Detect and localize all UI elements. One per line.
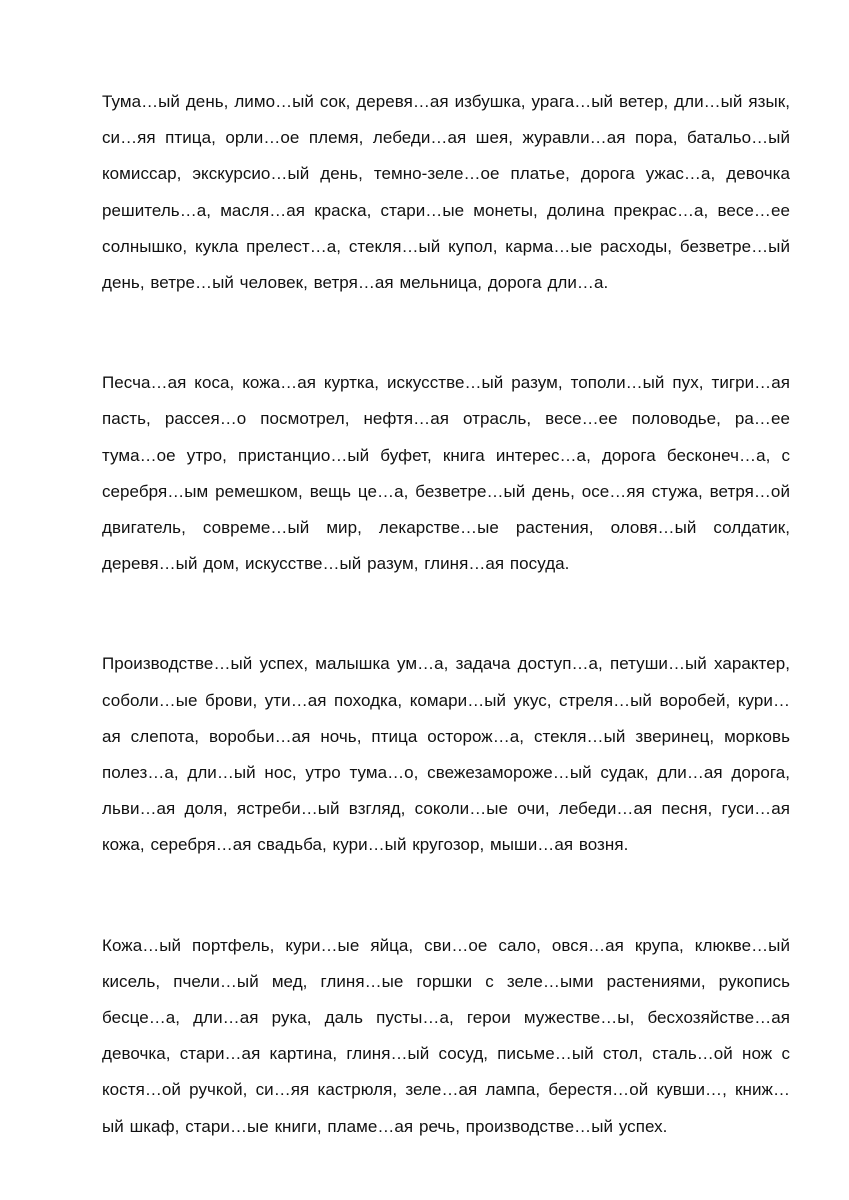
paragraph-1: Тума…ый день, лимо…ый сок, деревя…ая избушка, урага…ый ветер, дли…ый язык, си…яя птица, орли…ое племя, лебеди…ая шея, журавли…ая пора, батальо…ый комиссар, экскурсио…ый день, темно-зеле…ое платье, дорога ужас…а, девочка решитель…а, масля…ая краска, стари…ые монеты, долина прекрас…а, весе…ее солнышко, кукла прелест…а, стекля…ый купол, карма…ые расходы, безветре…ый день, ветре…ый человек, ветря…ая мельница, дорога дли…а. (102, 92, 790, 293)
document-page (102, 84, 790, 1145)
paragraph-3: Производстве…ый успех, малышка ум…а, задача доступ…а, петуши…ый характер, соболи…ые брови, ути…ая походка, комари…ый укус, стреля…ый воробей, кури…ая слепота, воробьи…ая ночь, птица осторож…а, стекля…ый зверинец, морковь полез…а, дли…ый нос, утро тума…о, свежезаморожe…ый судак, дли…ая дорога, льви…ая доля, ястреби…ый взгляд, соколи…ые очи, лебеди…ая песня, гуси…ая кожа, серебря…ая свадьба, кури…ый кругозор, мыши…ая возня. (102, 654, 790, 855)
paragraph-4: Кожа…ый портфель, кури…ые яйца, сви…ое сало, овся…ая крупа, клюкве…ый кисель, пчели…ый мед, глиня…ые горшки с зеле…ыми растениями, рукопись бесце…а, дли…ая рука, даль пусты…а, герои мужестве…ы, бесхозяйстве…ая девочка, стари…ая картина, глиня…ый сосуд, письме…ый стол, сталь…ой нож с костя…ой ручкой, си…яя кастрюля, зеле…ая лампа, берестя…ой кувши…, книж…ый шкаф, стари…ые книги, пламе…ая речь, производстве…ый успех. (102, 935, 790, 1136)
paragraph-2: Песча…ая коса, кожа…ая куртка, искусстве…ый разум, тополи…ый пух, тигри…ая пасть, рассея…о посмотрел, нефтя…ая отрасль, весе…ее половодье, ра…ее тума…ое утро, пристанцио…ый буфет, книга интерес…а, дорога бесконеч…а, с серебря…ым ремешком, вещь це…а, безветре…ый день, осе…яя стужа, ветря…ой двигатель, совреме…ый мир, лекарстве…ые растения, оловя…ый солдатик, деревя…ый дом, искусстве…ый разум, глиня…ая посуда. (102, 373, 790, 574)
